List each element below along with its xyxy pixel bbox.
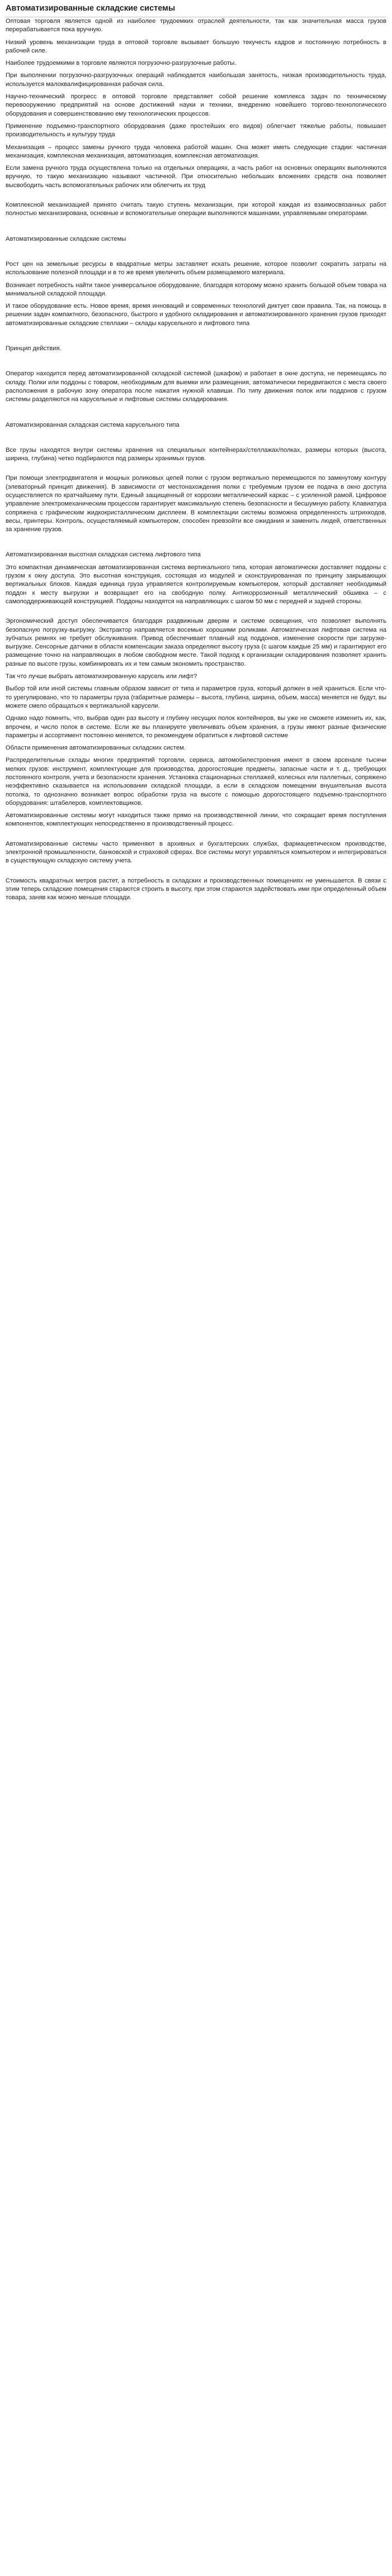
paragraph: При выполнении погрузочно-разгрузочных операций наблюдается наибольшая занятость, низкая производительность труда, используется малоквалифицированная рабочая сила. [6,72,386,88]
paragraph: Механизация – процесс замены ручного труда человека работой машин. Она может иметь следующие стадии: частичная механизация, комплексная механизация, автоматизация, комплексная автоматизация. [6,144,386,159]
paragraph: Автоматизированные системы могут находиться также прямо на производственной линии, что сокращает время поступления компонентов, комплектующих непосредственно в производственный процесс. [6,812,386,828]
paragraph: Все грузы находятся внутри системы хранения на специальных контейнерах/стеллажах/полках, размеры которых (высота, ширина, глубина) четко подбираются под размеры хранимых грузов. [6,446,386,462]
page-title: Автоматизированные складские системы [6,0,386,17]
paragraph: Комплексной механизацией принято считать такую ступень механизации, при которой каждая из взаимосвязанных работ полностью механизирована, основные и вспомогательные операции выполняются машинами, управляемыми операторами. [6,202,386,217]
paragraph: Распределительные склады многих предприятий торговли, сервиса, автомобилестроения имеют в своем арсенале тысячи мелких грузов: инструмент, комплектующие для производства, дорогостоящие предметы, запасные части и т. д., требующих постоянного контроля, учета и безопасности хранения. Установка стационарных стеллажей, колесных или паллетных, сопряжено неэффективно сказывается на использовании складской площади, а если в складском помещении внушительная высота потолка, то однозначно возникает вопрос обработки груза на высоте с помощью дорогостоящего подъемно-транспортного оборудования: штабелеров, комплектовщиков. [6,757,386,807]
paragraph: Области применения автоматизированных складских систем. [6,745,186,752]
paragraph: Научно-технический прогресс в оптовой торговле представляет собой решение комплекса задач по техническому перевооружению предприятий на основе достижений науки и техники, внедрению новейшего торгово-технологического оборудования и совершенствованию ему технологических процессов. [6,93,386,117]
paragraph: Автоматизированная складская система карусельного типа [6,421,180,428]
paragraph: Стоимость квадратных метров растет, а потребность в складских и производственных помещениях не уменьшается. В связи с этим теперь складские помещения стараются строить в высоту, при этом стараются задействовать ими при определенный объем товара, заняв как можно меньше площади. [6,877,386,901]
article-body [6,17,386,903]
paragraph: Принцип действия. [6,345,62,352]
paragraph: Возникает потребность найти такое универсальное оборудование, благодаря которому можно хранить большой объем товара на минимальной складской площади. [6,282,386,297]
paragraph: Автоматизированная высотная складская система лифтового типа [6,551,201,559]
paragraph: Однако надо помнить, что, выбрав один раз высоту и глубину несущих полок контейнеров, вы уже не сможете изменить их, как, впрочем, и число полок в системе. Если же вы планируете увеличивать объем хранения, а грузы имеют разные физические параметры и ассортимент постоянно меняется, то рекомендуем обратиться к лифтовой системе [6,715,386,739]
paragraph: Применение подъемно-транспортного оборудования (даже простейших его видов) облегчает тяжелые работы, повышает производительность и культуру труда [6,122,386,139]
paragraph: Оптовая торговля является одной из наиболее трудоемких отраслей деятельности, так как значительная масса грузов перерабатывается пока вручную. [6,18,386,34]
paragraph: Рост цен на земельные ресурсы в квадратные метры заставляет искать решение, которое позволит сократить затраты на использование полезной площади и в то же время увеличить объем размещаемого материала. [6,260,386,276]
paragraph: Наиболее трудоемкими в торговле являются погрузочно-разгрузочные работы. [6,60,237,67]
paragraph: Автоматизированные складские системы [6,235,126,242]
paragraph: Это компактная динамическая автоматизированная система вертикального типа, которая автоматически доставляет поддоны с грузом к окну доступа. Это высотная конструкция, состоящая из модулей и сконструированная по принципу закрывающих вертикальных блоков. Каждая единица груза управляется контролируемым компьютером, который доставляет необходимый поддон к месту выгрузки и возвращает его на свободную полку. Антикоррозионный металлический обшивка – с самоподдерживающей конструкцией. Поддоны находятся на направляющих с шагом 50 мм с передней и задней стороны. [6,564,386,605]
paragraph: Оператор находится перед автоматизированной складской системой (шкафом) и работает в окне доступа, не перемещаясь по складу. Полки или поддоны с товаром, необходимым для выемки или размещения, автоматически передвигаются с места своего расположения в рабочую зону оператора после нажатия нужной клавиши. По типу движения полок или поддонов с грузом системы разделяются на карусельные и лифтовые системы складирования. [6,370,386,403]
paragraph: Так что лучше выбрать автоматизированную карусель или лифт? [6,673,197,680]
paragraph: При помощи электродвигателя и мощных роликовых цепей полки с грузом вертикально перемещаются по замкнутому контуру (элеваторный принцип движения). В зависимости от местонахождения полки с требуемым грузом ее подача в окно доступа осуществляется по кратчайшему пути. Единый защищенный от коррозии металлический каркас – с усиленной рамой. Цифровое управление электромеханическим процессом гарантирует максимальную степень безопасности и бесшумную работу. Клавиатура сопряжена с графическим жидкокристаллическим дисплеем. В комплектации системы возможна определенность штрихкодов, весы, принтеры. Контроль, осуществляемый компьютером, способен превзойти все ожидания и заменить людей, ответственных за хранение грузов. [6,475,386,533]
paragraph: Если замена ручного труда осуществлена только на отдельных операциях, а часть работ на основных операциях выполняются вручную, то такую механизацию называют частичной. При относительно небольших вложениях средств она позволяет высвободить часть вспомогательных рабочих или облегчить их труд [6,165,386,189]
paragraph: Выбор той или иной системы главным образом зависит от типа и параметров груза, который должен в ней храниться. Если что-то урегулировано, что то параметры груза (габаритные размеры – высота, глубина, ширина, объем, масса) меняется не будут, вы можете смело обращаться к вертикальной карусели. [6,685,386,709]
paragraph: Автоматизированные системы часто применяют в архивных и бухгалтерских службах, фармацевтическом производстве, электронной промышленности, банковской и страховой сферах. Все системы могут управляться компьютером и интегрироваться в существующую складскую систему учета. [6,840,386,865]
paragraph: Эргономический доступ обеспечивается благодаря раздвижным дверям и системе освещения, что позволяет выполнять безопасную погрузку-выгрузку. Экстрактор направляется восемью хорошими роликами. Автоматическая лифтовая система на зубчатых ремнях не требует обслуживания. Привод обеспечивает плавный ход поддонов, изменение скорости при загрузке-выгрузке. Сенсорные датчики в области компенсации заказа определяют высоту груза (с шагом каждые 25 мм) и гарантируют его размещение точно на направляющих в любом свободном месте. Такой подход к организации складирования позволяет хранить разные по высоте грузы, комбинировать их и тем самым экономить пространство. [6,618,386,667]
paragraph: И такое оборудование есть. Новое время, время инноваций и современных технологий диктует свои правила. Так, на помощь в решении задач компактного, безопасного, быстрого и удобного складирования и автоматизированного хранения грузов приходят автоматизированные складские стеллажи – склады карусельного и лифтового типа [6,303,386,327]
paragraph: Низкий уровень механизации труда в оптовой торговле вызывает большую текучесть кадров и постоянную потребность в рабочей силе. [6,39,386,54]
